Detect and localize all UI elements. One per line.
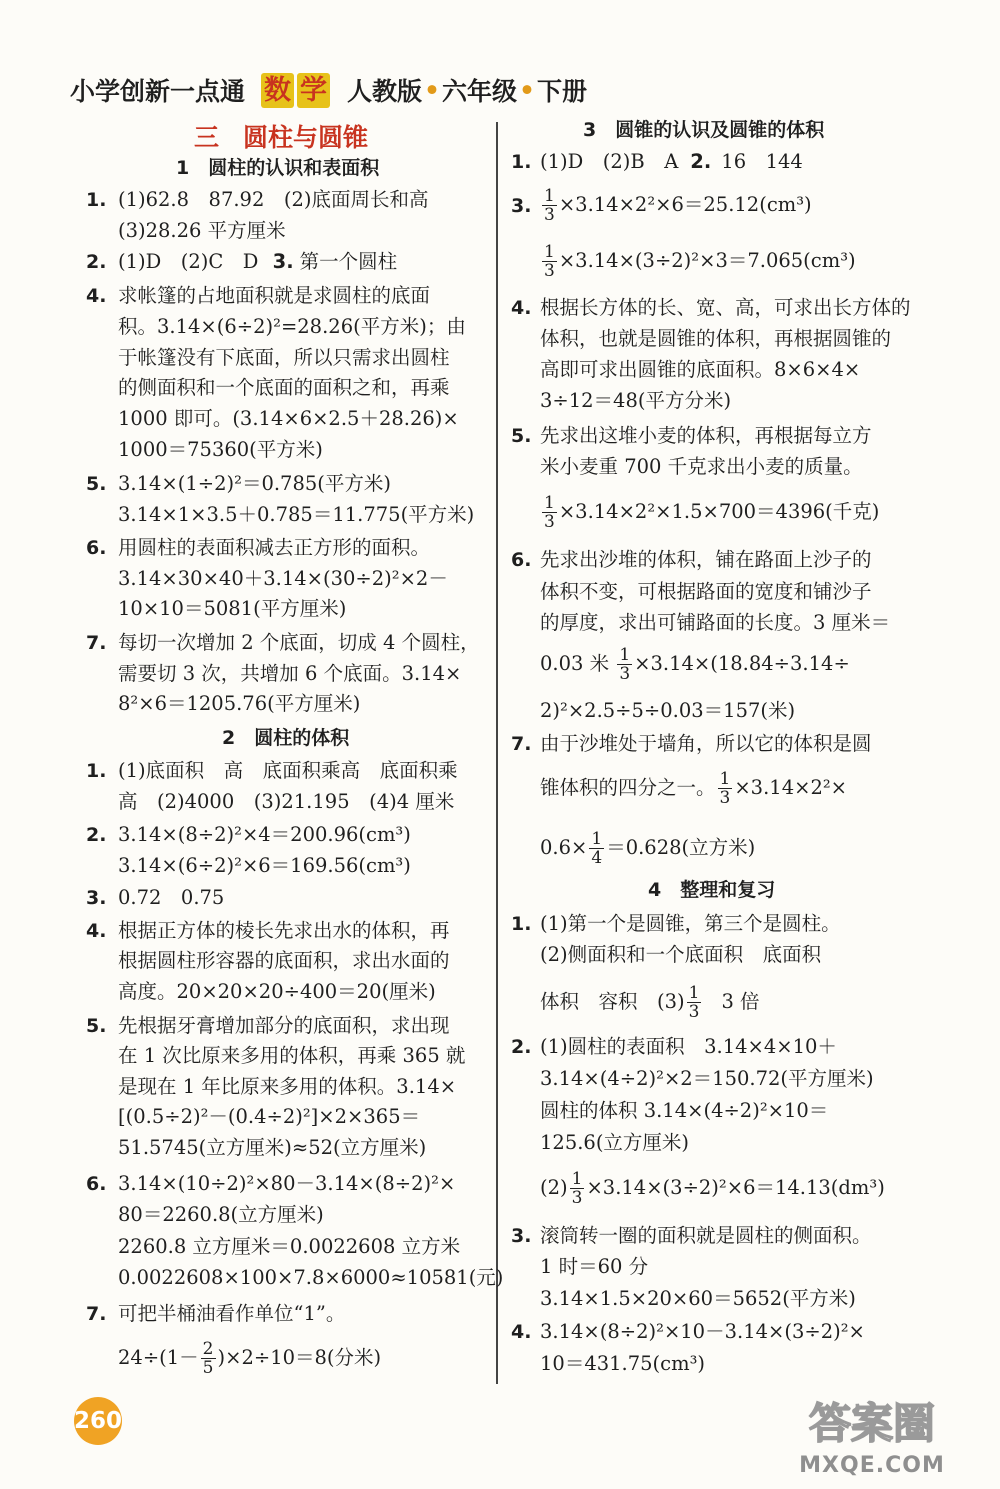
answer-line: (2)侧面积和一个底面积 底面积 [540, 943, 822, 966]
answer-line: 先求出这堆小麦的体积，再根据每立方 [540, 424, 872, 447]
section-title: 3 圆锥的认识及圆锥的体积 [583, 119, 825, 141]
item-number: 6. [511, 549, 532, 571]
item-number: 5. [86, 1015, 107, 1037]
fraction [718, 770, 733, 807]
answer-line: 高即可求出圆锥的底面积。8×6×4× [540, 358, 861, 381]
answer-line: 51.5745(立方厘米)≈52(立方厘米) [118, 1136, 427, 1159]
numerator: 1 [544, 186, 555, 206]
item-number: 7. [86, 632, 107, 654]
separator-dot: • [424, 75, 441, 105]
expr-part: ＝0.628(立方米) [606, 836, 756, 859]
expr-part: ×3.14×(18.84÷3.14÷ [634, 652, 850, 675]
answer-line [118, 248, 397, 276]
answer-line: 需要切 3 次，共增加 6 个底面。3.14× [118, 662, 462, 685]
denominator: 3 [719, 788, 731, 808]
answer-line: 先求出沙堆的体积，铺在路面上沙子的 [540, 548, 872, 571]
answer-line: 体积，也就是圆锥的体积，再根据圆锥的 [540, 327, 892, 350]
answer-line [540, 642, 850, 686]
answer-line: (1)底面积 高 底面积乘高 底面积乘 [118, 759, 458, 782]
numerator: 2 [202, 1339, 214, 1359]
item-number: 4. [511, 1321, 532, 1343]
numerator: 1 [719, 769, 731, 789]
item-number: 3. [511, 195, 532, 217]
item-number: 1. [511, 913, 532, 935]
section-title: 1 圆柱的认识和表面积 [176, 157, 380, 179]
item-number: 3. [511, 1225, 532, 1247]
answer-line: 3.14×(10÷2)²×80－3.14×(8÷2)²× [118, 1172, 456, 1195]
denominator: 3 [571, 1188, 583, 1208]
answer-line: 3.14×(8÷2)²×10－3.14×(3÷2)²× [540, 1320, 865, 1343]
item-number: 6. [86, 537, 107, 559]
denominator: 3 [544, 512, 555, 532]
answer-line: 10×10＝5081(平方厘米) [118, 597, 347, 620]
expr-part: 锥体积的四分之一。 [540, 776, 716, 799]
answer-line: 是现在 1 年比原来多用的体积。3.14× [118, 1075, 457, 1098]
answer-line: 圆柱的体积 3.14×(4÷2)²×10＝ [540, 1099, 829, 1122]
fraction [589, 830, 604, 867]
answer-line: 2)²×2.5÷5÷0.03＝157(米) [540, 699, 796, 722]
answer-line [540, 766, 847, 810]
item-number: 1. [86, 189, 107, 211]
answer-line: (1)第一个是圆锥，第三个是圆柱。 [540, 912, 841, 935]
answer-line: 每切一次增加 2 个底面，切成 4 个圆柱， [118, 631, 480, 654]
answer-line [540, 239, 856, 283]
answer-line: 3.14×(1÷2)²＝0.785(平方米) [118, 472, 391, 495]
item-number: 1. [511, 151, 532, 173]
fraction [617, 646, 632, 683]
chapter-name: 圆柱与圆锥 [243, 123, 369, 152]
separator-dot: • [519, 75, 536, 105]
answer-line [540, 148, 803, 176]
answer-line: 3÷12＝48(平方分米) [540, 389, 732, 412]
answer-line [540, 183, 812, 227]
book-header [70, 68, 587, 112]
denominator: 3 [619, 664, 631, 684]
answer-line: 根据圆柱形容器的底面积，求出水面的 [118, 949, 450, 972]
answer-line: 先根据牙膏增加部分的底面积，求出现 [118, 1014, 450, 1037]
denominator: 5 [202, 1358, 214, 1378]
expr-part: ×3.14×2²×1.5×700＝4396(千克) [558, 500, 880, 523]
fraction [687, 984, 702, 1021]
answer-line: 的厚度，求出可铺路面的长度。3 厘米＝ [540, 611, 891, 634]
section-title: 2 圆柱的体积 [222, 727, 350, 749]
answer-line: 于帐篷没有下底面，所以只需求出圆柱 [118, 346, 450, 369]
numerator: 1 [544, 493, 555, 513]
denominator: 3 [544, 261, 555, 281]
numerator: 1 [571, 1169, 583, 1189]
fraction [542, 243, 557, 280]
expr-part: 0.03 米 [540, 652, 610, 675]
expr-part: 0.6× [540, 836, 588, 859]
subject-char-2: 学 [297, 73, 330, 108]
item-number: 2. [86, 824, 107, 846]
answer-line: 在 1 次比原来多用的体积，再乘 365 就 [118, 1044, 466, 1067]
edition: 人教版 [347, 77, 423, 106]
answer-line: 用圆柱的表面积减去正方形的面积。 [118, 536, 431, 559]
item-number: 2. [511, 1036, 532, 1058]
numerator: 1 [591, 829, 603, 849]
answer-line: 3.14×30×40＋3.14×(30÷2)²×2－ [118, 567, 448, 590]
expr-part: 3 倍 [721, 990, 760, 1013]
page-number: 260 [74, 1397, 122, 1445]
answer-line: 由于沙堆处于墙角，所以它的体积是圆 [540, 732, 872, 755]
answer-line: 根据正方体的棱长先求出水的体积，再 [118, 919, 450, 942]
answer-line: 1 时＝60 分 [540, 1255, 649, 1278]
answer-text: 第一个圆柱 [299, 250, 398, 273]
item-number: 4. [86, 285, 107, 307]
answer-text: (1)D (2)C D [118, 250, 259, 273]
chapter-number: 三 [194, 123, 220, 152]
answer-line: 高 (2)4000 (3)21.195 (4)4 厘米 [118, 790, 455, 813]
item-number: 1. [86, 760, 107, 782]
answer-line: 8²×6＝1205.76(平方厘米) [118, 692, 361, 715]
item-number: 3. [272, 250, 294, 273]
denominator: 4 [591, 848, 603, 868]
answer-line: 求帐篷的占地面积就是求圆柱的底面 [118, 284, 431, 307]
answer-line: 1000＝75360(平方米) [118, 438, 323, 461]
expr-part: )×2÷10＝8(分米) [217, 1346, 382, 1369]
subject-char-1: 数 [261, 73, 294, 108]
expr-part: ×3.14×2²× [734, 776, 848, 799]
expr-part: 24÷(1－ [118, 1346, 199, 1369]
answer-line: 3.14×(4÷2)²×2＝150.72(平方厘米) [540, 1067, 874, 1090]
answer-line [540, 980, 760, 1024]
item-number: 7. [511, 733, 532, 755]
item-number: 3. [86, 887, 107, 909]
answer-line: (1)圆柱的表面积 3.14×4×10＋ [540, 1035, 837, 1058]
answer-line: 积。3.14×(6÷2)²=28.26(平方米)；由 [118, 315, 466, 338]
item-number: 2. [690, 150, 712, 173]
answer-line: (1)62.8 87.92 (2)底面周长和高 [118, 188, 429, 211]
series-title: 小学创新一点通 [70, 77, 246, 106]
expr-part: ×3.14×2²×6＝25.12(cm³) [558, 193, 812, 216]
answer-line [540, 1166, 885, 1210]
item-number: 4. [511, 297, 532, 319]
expr-part: (2) [540, 1176, 568, 1199]
answer-line [540, 826, 755, 870]
answer-line: 3.14×(8÷2)²×4＝200.96(cm³) [118, 823, 411, 846]
answer-line: 3.14×(6÷2)²×6＝169.56(cm³) [118, 854, 411, 877]
denominator: 3 [544, 205, 555, 225]
answer-line: [(0.5÷2)²－(0.4÷2)²]×2×365＝ [118, 1105, 421, 1128]
answer-line: 可把半桶油看作单位“1”。 [118, 1302, 346, 1325]
answer-line: 3.14×1×3.5＋0.785＝11.775(平方米) [118, 503, 475, 526]
fraction [542, 187, 557, 224]
answer-line: 10＝431.75(cm³) [540, 1352, 705, 1375]
item-number: 5. [511, 425, 532, 447]
item-number: 6. [86, 1173, 107, 1195]
column-divider [496, 122, 498, 1384]
answer-line: 0.0022608×100×7.8×6000≈10581(元) [118, 1266, 504, 1289]
answer-line: 3.14×1.5×20×60＝5652(平方米) [540, 1287, 856, 1310]
grade: 六年级 [442, 77, 518, 106]
item-number: 2. [86, 251, 107, 273]
numerator: 1 [688, 983, 700, 1003]
answer-line: 125.6(立方厘米) [540, 1131, 690, 1154]
chapter-title [194, 118, 368, 154]
numerator: 1 [544, 242, 555, 262]
answer-line: 的侧面积和一个底面的面积之和，再乘 [118, 376, 450, 399]
answer-line [118, 1338, 381, 1378]
volume: 下册 [537, 77, 588, 106]
item-number: 5. [86, 473, 107, 495]
expr-part: ×3.14×(3÷2)²×3＝7.065(cm³) [558, 249, 856, 272]
answer-line: 体积不变，可根据路面的宽度和铺沙子 [540, 580, 872, 603]
item-number: 7. [86, 1303, 107, 1325]
answer-line: 高度。20×20×20÷400＝20(厘米) [118, 980, 436, 1003]
expr-part: 体积 容积 (3) [540, 990, 685, 1013]
numerator: 1 [619, 645, 631, 665]
answer-text: 16 144 [721, 150, 803, 173]
item-number: 4. [86, 920, 107, 942]
answer-line: 根据长方体的长、宽、高，可求出长方体的 [540, 296, 911, 319]
fraction [542, 494, 557, 531]
expr-part: ×3.14×(3÷2)²×6＝14.13(dm³) [586, 1176, 885, 1199]
answer-line: 米小麦重 700 千克求出小麦的质量。 [540, 455, 863, 478]
fraction [201, 1340, 216, 1377]
answer-line [540, 490, 879, 534]
answer-line: 2260.8 立方厘米＝0.0022608 立方米 [118, 1235, 461, 1258]
denominator: 3 [688, 1002, 700, 1022]
watermark-logo [772, 1392, 982, 1480]
answer-line: (3)28.26 平方厘米 [118, 219, 286, 242]
answer-line: 0.72 0.75 [118, 886, 225, 909]
answer-text: (1)D (2)B A [540, 150, 679, 173]
section-title: 4 整理和复习 [648, 879, 776, 901]
answer-line: 80＝2260.8(立方厘米) [118, 1203, 324, 1226]
watermark-url: MXQE.COM [799, 1453, 945, 1478]
watermark-text: 答案圈 [808, 1399, 936, 1448]
answer-line: 滚筒转一圈的面积就是圆柱的侧面积。 [540, 1224, 872, 1247]
answer-line: 1000 即可。(3.14×6×2.5＋28.26)× [118, 407, 459, 430]
fraction [570, 1170, 585, 1207]
